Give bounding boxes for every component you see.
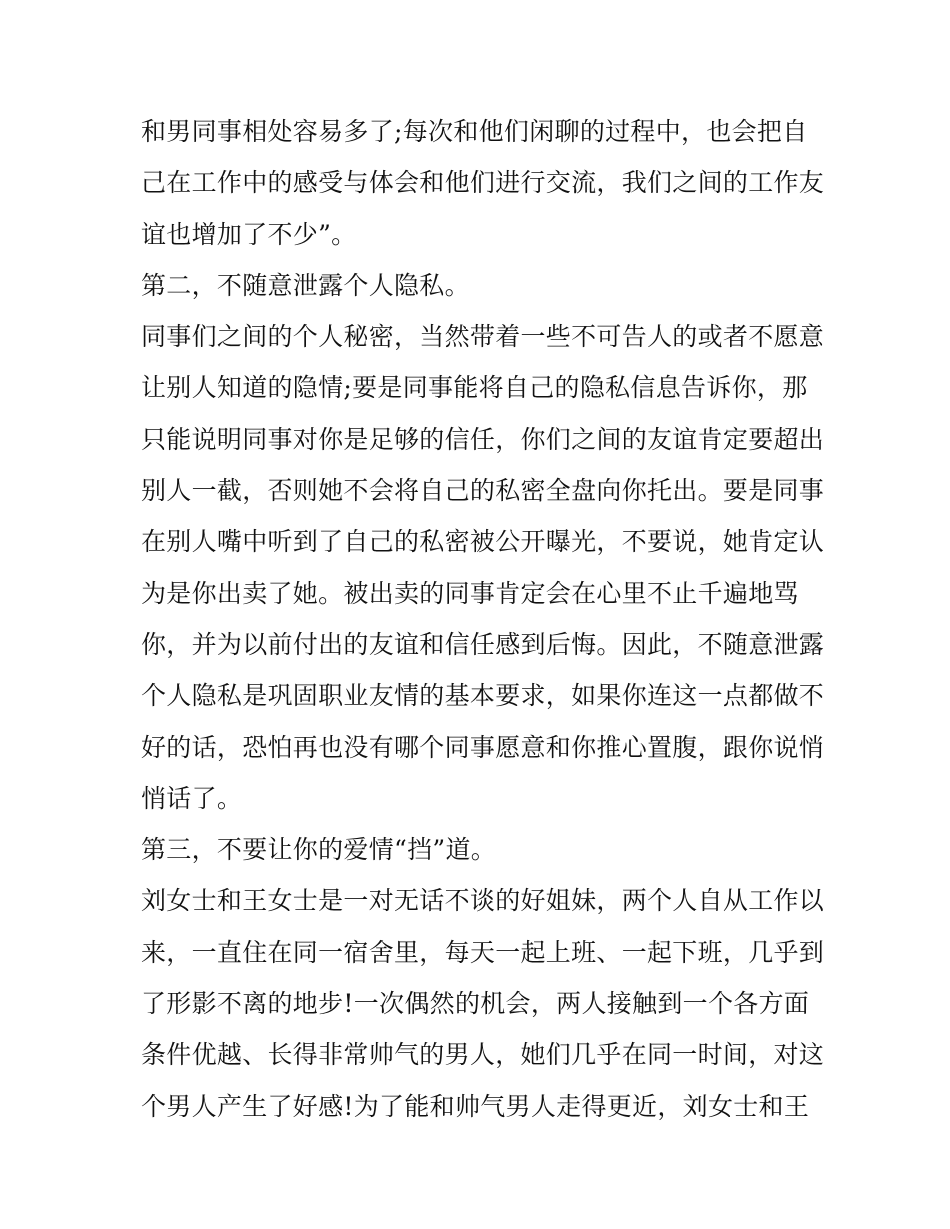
text-line: 只能说明同事对你是足够的信任，你们之间的友谊肯定要超出 (141, 424, 825, 454)
text-line: 和男同事相处容易多了;每次和他们闲聊的过程中，也会把自 (141, 117, 808, 146)
text-line: 了形影不离的地步!一次偶然的机会，两人接触到一个各方面 (141, 989, 810, 1019)
text-line: 同事们之间的个人秘密，当然带着一些不可告人的或者不愿意 (141, 322, 825, 352)
body-text (141, 106, 825, 1132)
text-line: 个人隐私是巩固职业友情的基本要求，如果你连这一点都做不 (141, 681, 825, 711)
text-line: 条件优越、长得非常帅气的男人，她们几乎在同一时间，对这 (141, 1040, 825, 1070)
text-line: 好的话，恐怕再也没有哪个同事愿意和你推心置腹，跟你说悄 (141, 732, 825, 762)
section-heading: 第三，不要让你的爱情“挡”道。 (141, 835, 497, 865)
text-line: 个男人产生了好感!为了能和帅气男人走得更近，刘女士和王 (141, 1091, 810, 1121)
section-heading: 第二，不随意泄露个人隐私。 (141, 270, 470, 300)
text-line: 别人一截，否则她不会将自己的私密全盘向你托出。要是同事 (141, 476, 825, 506)
text-line: 悄话了。 (141, 783, 243, 813)
text-line: 谊也增加了不少”。 (141, 219, 357, 249)
text-line: 让别人知道的隐情;要是同事能将自己的隐私信息告诉你，那 (141, 373, 808, 403)
text-line: 刘女士和王女士是一对无话不谈的好姐妹，两个人自从工作以 (141, 886, 825, 916)
text-line: 在别人嘴中听到了自己的私密被公开曝光，不要说，她肯定认 (141, 527, 825, 557)
text-line: 你，并为以前付出的友谊和信任感到后悔。因此，不随意泄露 (141, 629, 825, 659)
text-line: 为是你出卖了她。被出卖的同事肯定会在心里不止千遍地骂 (141, 578, 799, 608)
text-line: 来，一直住在同一宿舍里，每天一起上班、一起下班，几乎到 (141, 937, 825, 967)
text-line: 己在工作中的感受与体会和他们进行交流，我们之间的工作友 (141, 168, 825, 198)
